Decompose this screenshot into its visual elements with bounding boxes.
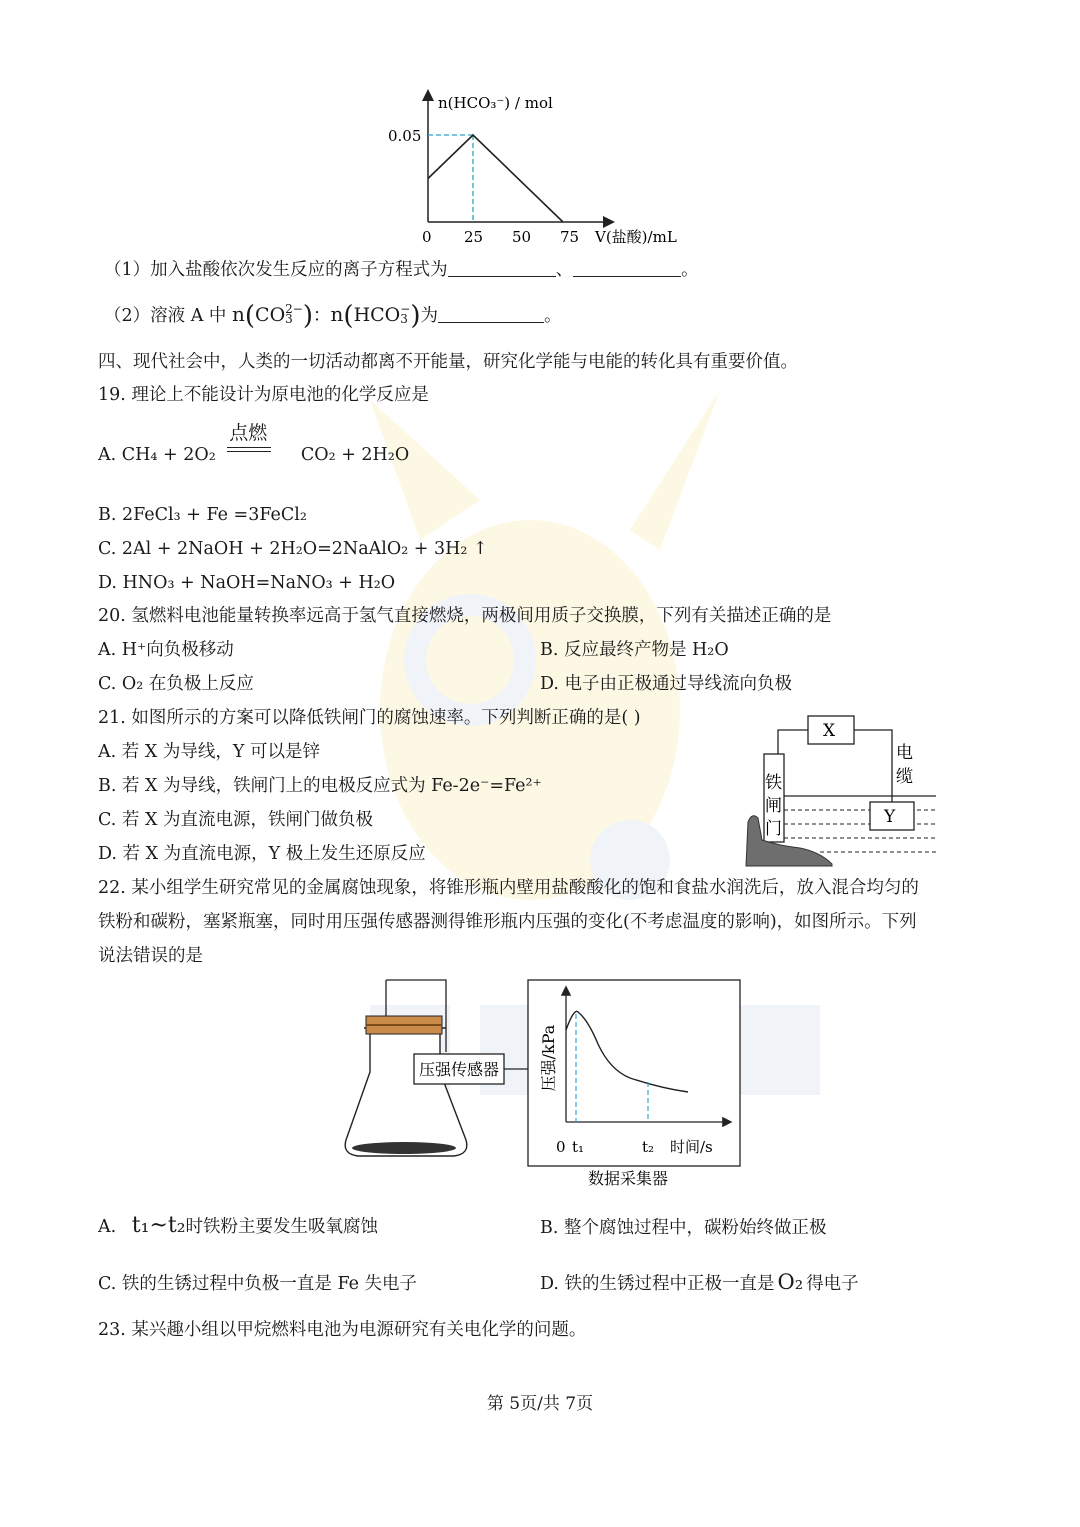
q20-option-b: B. 反应最终产物是 H₂O [540,640,729,660]
t1-label: t₁ [572,1138,585,1156]
cable-label-1: 电 [896,743,913,763]
double-arrow-line [227,447,271,452]
hco3-graph [380,82,710,252]
x-tick-25: 25 [464,228,484,246]
gate-label-2: 闸 [765,796,782,816]
riverbed [746,816,832,866]
answer-blank[interactable] [438,304,544,323]
q19-stem: 19. 理论上不能设计为原电池的化学反应是 [98,385,429,405]
q19-option-b: B. 2FeCl₃ + Fe =3FeCl₂ [98,505,307,525]
q19-option-a: A. CH₄ + 2O₂ 点燃 CO₂ + 2H₂O [98,422,410,465]
sensor-label: 压强传感器 [419,1060,500,1079]
wire-right [854,730,892,802]
q22-option-c: C. 铁的生锈过程中负极一直是 Fe 失电子 [98,1274,418,1294]
q18-part1: （1）加入盐酸依次发生反应的离子方程式为 、 。 [104,260,699,280]
q20-option-d: D. 电子由正极通过导线流向负极 [540,674,793,694]
iron-gate-diagram [740,712,940,870]
y-axis-label: n(HCO₃⁻) / mol [438,94,553,112]
section-4-heading: 四、现代社会中，人类的一切活动都离不开能量，研究化学能与电能的转化具有重要价值。 [98,352,798,372]
q22-stem-1: 22. 某小组学生研究常见的金属腐蚀现象，将锥形瓶内壁用盐酸酸化的饱和食盐水润洗后，放入混合均匀的 [98,878,919,898]
q20-stem: 20. 氢燃料电池能量转换率远高于氢气直接燃烧，两极间用质子交换膜，下列有关描述正确的是 [98,606,832,626]
wire-left [778,730,808,754]
gate-label-3: 门 [765,819,782,839]
x-tick-50: 50 [512,228,532,246]
time-axis-label: 时间/s [670,1138,713,1156]
gate-label-1: 铁 [765,773,782,793]
answer-blank[interactable] [573,258,681,277]
y-label: Y [884,807,896,827]
pressure-y-label: 压强/kPa [539,1024,558,1092]
x-axis-label: V(盐酸)/mL [595,228,677,246]
cable-label-2: 缆 [896,767,913,787]
q22-stem-3: 说法错误的是 [98,946,203,966]
x-tick-0: 0 [422,228,432,246]
q20-option-c: C. O₂ 在负极上反应 [98,674,254,694]
collector-caption: 数据采集器 [588,1169,669,1188]
iron-carbon-powder [352,1142,456,1154]
q18-part2: （2）溶液 A 中 n(CO 2− 3 )：n(HCO − 3 )为 。 [104,301,562,331]
conical-flask [345,1032,467,1156]
q20-option-a: A. H⁺向负极移动 [98,640,234,660]
pressure-experiment-diagram [330,972,750,1194]
q21-option-b: B. 若 X 为导线，铁闸门上的电极反应式为 Fe-2e⁻=Fe²⁺ [98,776,542,796]
q21-option-a: A. 若 X 为导线，Y 可以是锌 [98,742,320,762]
series-line [428,135,563,222]
q19-option-c: C. 2Al + 2NaOH + 2H₂O=2NaAlO₂ + 3H₂ ↑ [98,539,488,559]
x-label: X [823,721,836,741]
q22-option-d: D. 铁的生锈过程中正极一直是 O₂ 得电子 [540,1270,859,1294]
y-tick-label: 0.05 [388,127,422,145]
q23-stem: 23. 某兴趣小组以甲烷燃料电池为电源研究有关电化学的问题。 [98,1320,587,1340]
q21-option-c: C. 若 X 为直流电源，铁闸门做负极 [98,810,373,830]
page-footer: 第 5页/共 7页 [486,1394,594,1414]
x-tick-75: 75 [560,228,580,246]
answer-blank[interactable] [448,258,556,277]
q21-stem: 21. 如图所示的方案可以降低铁闸门的腐蚀速率。下列判断正确的是( ) [98,708,641,728]
q21-option-d: D. 若 X 为直流电源，Y 极上发生还原反应 [98,844,426,864]
origin-label: 0 [556,1138,566,1156]
t2-label: t₂ [642,1138,655,1156]
q22-option-b: B. 整个腐蚀过程中，碳粉始终做正极 [540,1218,827,1238]
q19-option-d: D. HNO₃ + NaOH=NaNO₃ + H₂O [98,573,396,593]
q22-option-a: A. t₁~t₂时铁粉主要发生吸氧腐蚀 [98,1213,379,1238]
q22-stem-2: 铁粉和碳粉，塞紧瓶塞，同时用压强传感器测得锥形瓶内压强的变化(不考虑温度的影响)，如图所示。下列 [98,912,917,932]
